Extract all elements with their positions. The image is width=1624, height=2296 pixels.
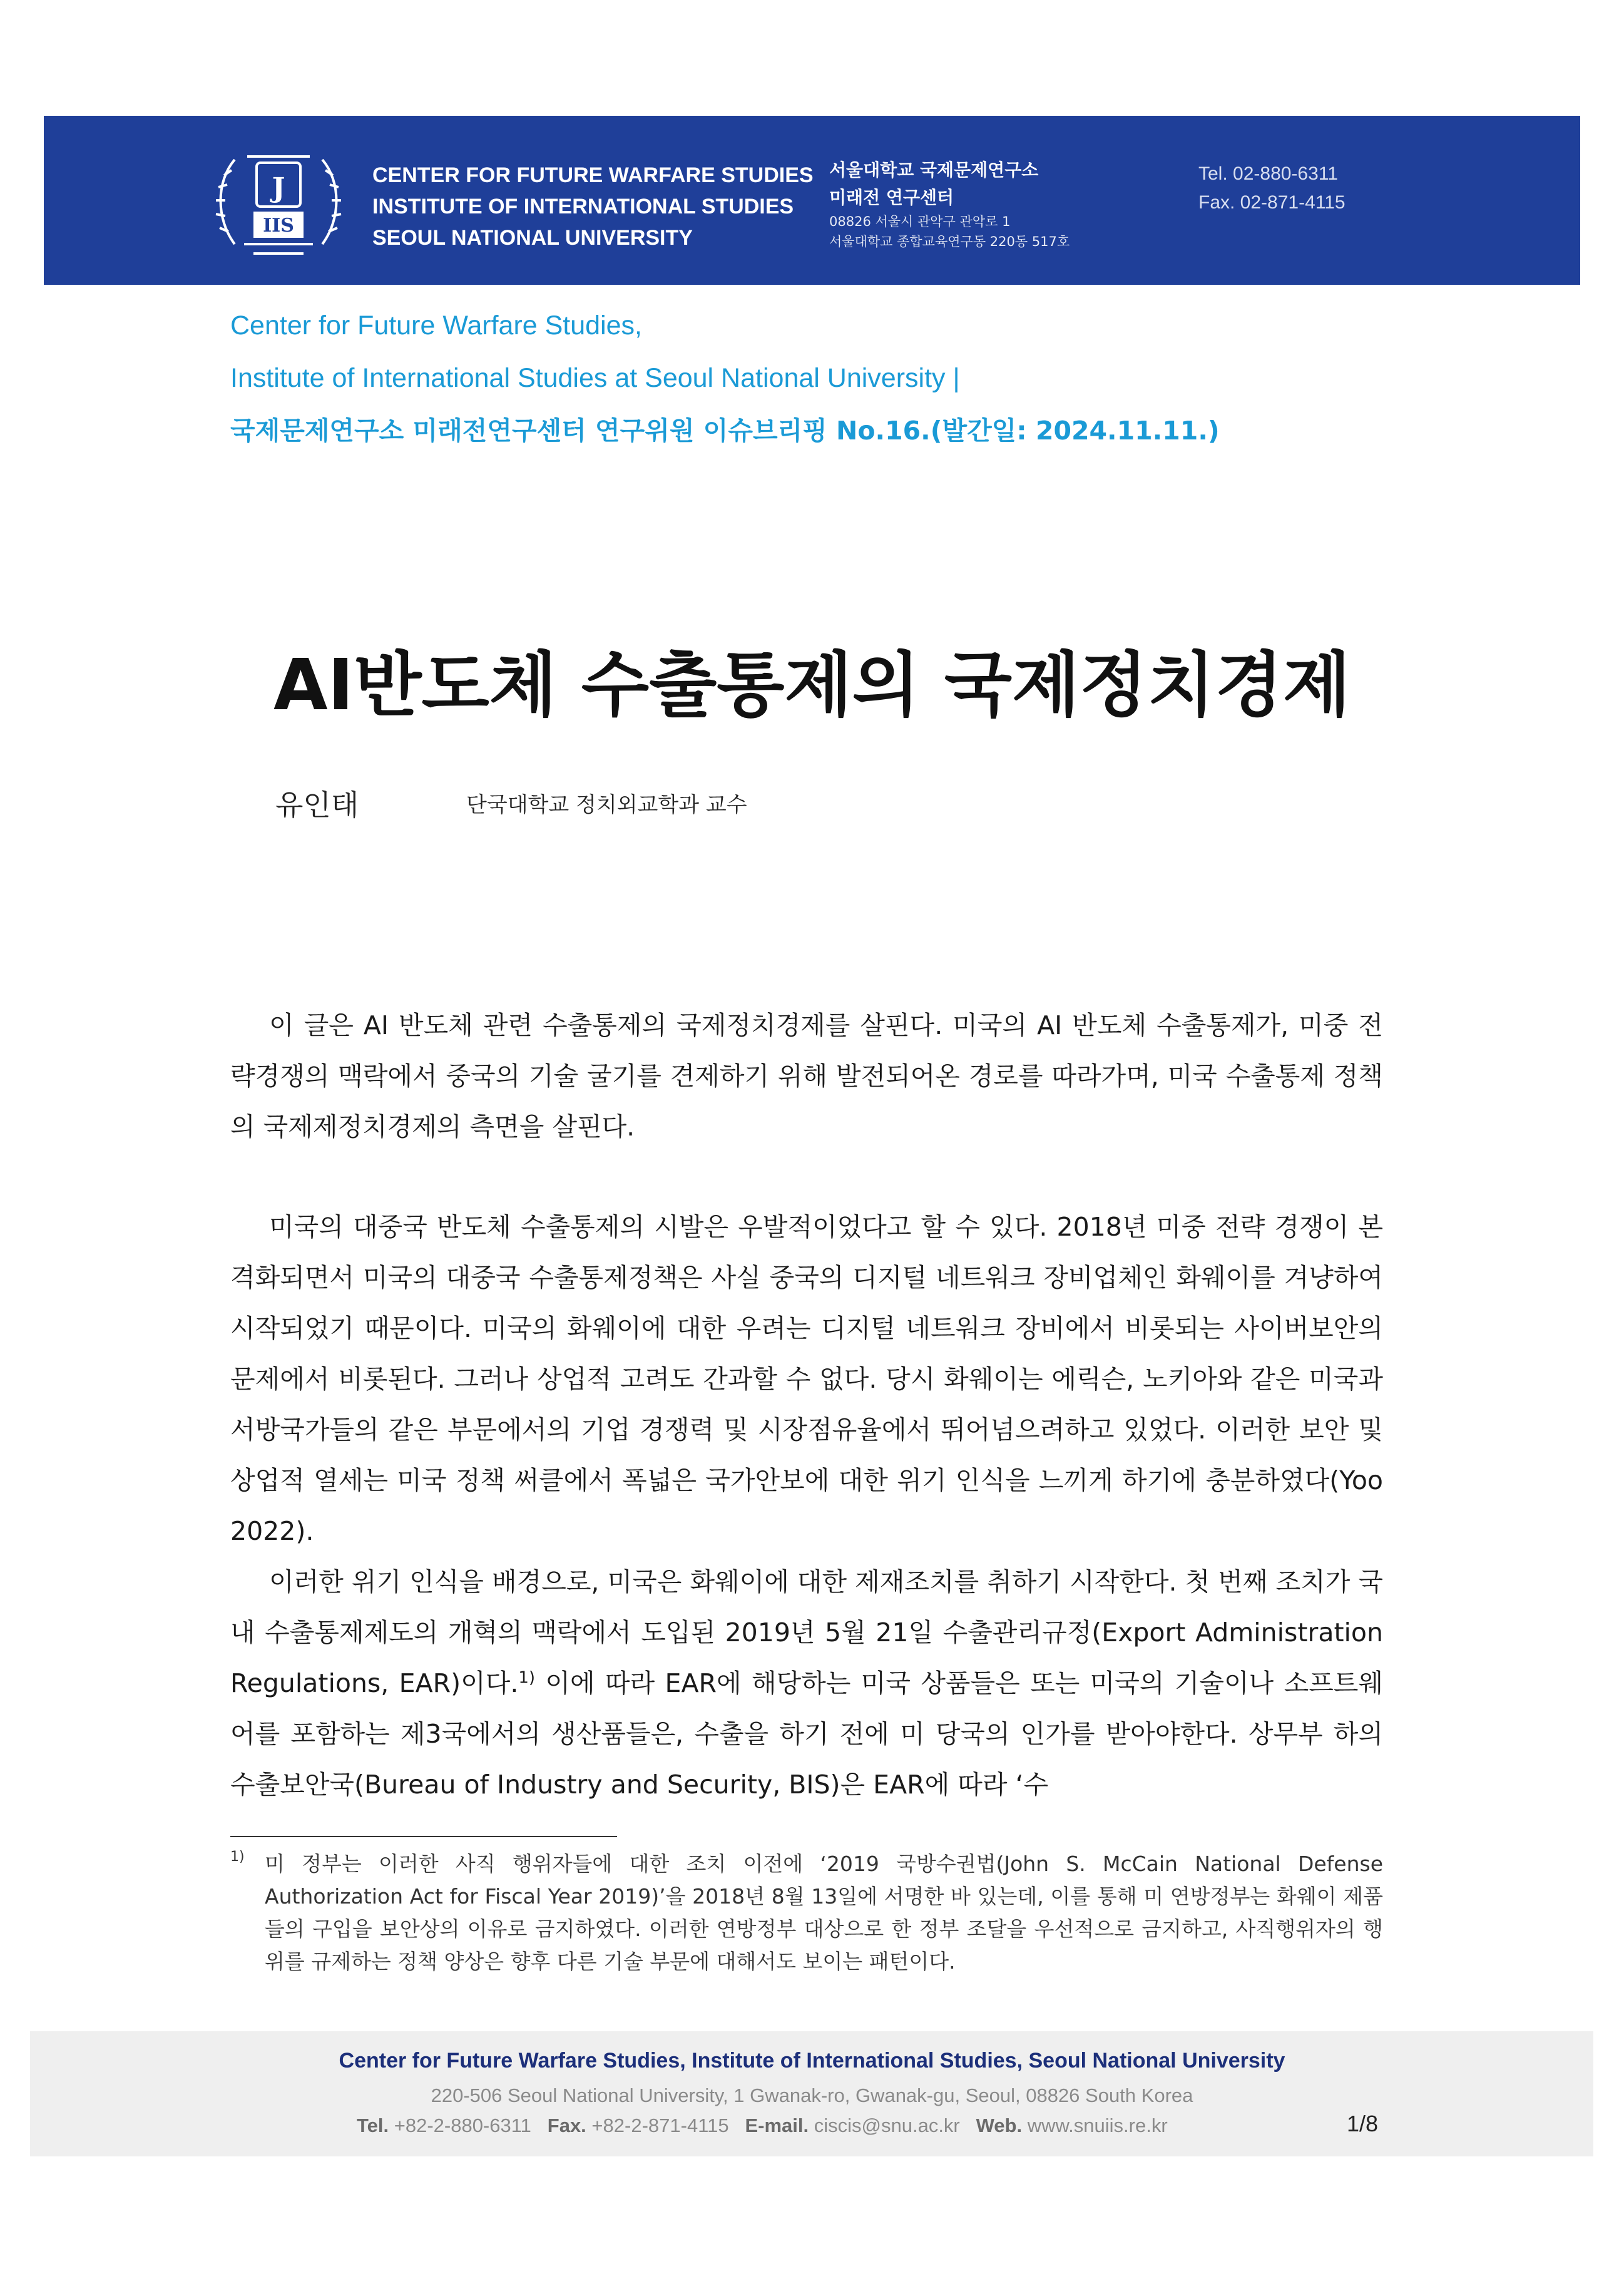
header-en-line: INSTITUTE OF INTERNATIONAL STUDIES xyxy=(372,195,794,218)
header-contact xyxy=(1198,160,1346,217)
header-tel: Tel. 02-880-6311 xyxy=(1198,163,1338,184)
footer-contact xyxy=(357,2114,1168,2137)
body-paragraph-2 xyxy=(230,1557,1383,1810)
footer-tel: +82-2-880-6311 xyxy=(394,2114,531,2136)
footer-web-link[interactable]: www.snuiis.re.kr xyxy=(1027,2114,1168,2136)
footnote xyxy=(230,1848,1383,1978)
footer-tel-label: Tel. xyxy=(357,2114,389,2136)
document-title: AI반도체 수출통제의 국제정치경제 xyxy=(273,645,1351,726)
footnote-mark: 1) xyxy=(230,1849,245,1865)
footer-email-label: E-mail. xyxy=(745,2114,809,2136)
footer-fax: +82-2-871-4115 xyxy=(591,2114,729,2136)
page-number: 1/8 xyxy=(1347,2111,1379,2136)
footnote-divider xyxy=(230,1836,617,1837)
author-name: 유인태 xyxy=(275,788,359,822)
abstract-paragraph: 이 글은 AI 반도체 관련 수출통제의 국제정치경제를 살핀다. 미국의 AI 반도체 수출통제가, 미중 전략경쟁의 맥락에서 중국의 기술 굴기를 견제하기 위해 발전되어온 경로를 따라가며, 미국 수출통제 정책의 국제제정치경제의 측면을 살핀다. xyxy=(230,1010,1383,1142)
footnote-reference[interactable]: 1) xyxy=(518,1668,536,1688)
series-info xyxy=(230,299,1220,457)
series-line1: Center for Future Warfare Studies, xyxy=(230,310,642,341)
series-line3: 국제문제연구소 미래전연구센터 연구위원 이슈브리핑 No.16.(발간일: 2024.11.11.) xyxy=(230,416,1220,446)
header-en-line: SEOUL NATIONAL UNIVERSITY xyxy=(372,226,693,250)
body-paragraph-2-part-b: 이에 따라 EAR에 해당하는 미국 상품들은 또는 미국의 기술이나 소프트웨어를 포함하는 제3국에서의 생산품들은, 수출을 하기 전에 미 당국의 인가를 받아야한다. 상무부 하의 수출보안국(Bureau of Industry and Security, BIS)은 EAR에 따라 ‘수 xyxy=(230,1668,1384,1800)
header-band xyxy=(44,116,1580,285)
main-body xyxy=(230,1202,1383,1810)
author-affiliation: 단국대학교 정치외교학과 교수 xyxy=(466,792,747,817)
svg-text:IIS: IIS xyxy=(263,215,294,237)
header-ko-line2: 미래전 연구센터 xyxy=(829,187,954,208)
footer-fax-label: Fax. xyxy=(547,2114,586,2136)
body-paragraph-1: 미국의 대중국 반도체 수출통제의 시발은 우발적이었다고 할 수 있다. 2018년 미중 전략 경쟁이 본격화되면서 미국의 대중국 수출통제정책은 사실 중국의 디지털 네트워크 장비업체인 화웨이를 겨냥하여 시작되었기 때문이다. 미국의 화웨이에 대한 우려는 디지털 네트워크 장비에서 비롯되는 사이버보안의 문제에서 비롯된다. 그러나 상업적 고려도 간과할 수 없다. 당시 화웨이는 에릭슨, 노키아와 같은 미국과 서방국가들의 같은 부문에서의 기업 경쟁력 및 시장점유율에서 뛰어넘으려하고 있었다. 이러한 보안 및 상업적 열세는 미국 정책 써클에서 폭넓은 국가안보에 대한 위기 인식을 느끼게 하기에 충분하였다(Yoo 2022). xyxy=(230,1212,1383,1546)
footer-organization: Center for Future Warfare Studies, Institute of International Studies, Seoul National University xyxy=(339,2049,1285,2073)
series-line2: Institute of International Studies at Seoul National University | xyxy=(230,363,960,393)
university-emblem-icon xyxy=(210,138,347,263)
header-english-name xyxy=(372,160,814,254)
header-address-line2: 서울대학교 종합교육연구동 220동 517호 xyxy=(829,234,1070,249)
header-ko-line1: 서울대학교 국제문제연구소 xyxy=(829,160,1039,180)
footer-address: 220-506 Seoul National University, 1 Gwanak-ro, Gwanak-gu, Seoul, 08826 South Korea xyxy=(431,2084,1193,2106)
header-korean-name xyxy=(829,156,1070,252)
svg-text:J: J xyxy=(272,172,285,204)
header-en-line: CENTER FOR FUTURE WARFARE STUDIES xyxy=(372,163,814,187)
header-address-line1: 08826 서울시 관악구 관악로 1 xyxy=(829,214,1011,229)
footer-email-link[interactable]: ciscis@snu.ac.kr xyxy=(814,2114,960,2136)
footer-web-label: Web. xyxy=(976,2114,1023,2136)
header-fax: Fax. 02-871-4115 xyxy=(1198,192,1346,213)
abstract xyxy=(230,1000,1383,1152)
body-paragraph-2-part-a: 이러한 위기 인식을 배경으로, 미국은 화웨이에 대한 제재조치를 취하기 시작한다. 첫 번째 조치가 국내 수출통제제도의 개혁의 맥락에서 도입된 2019년 5월 21일 수출관리규정(Export Administration Regulations, EAR)이다. xyxy=(230,1567,1383,1698)
footnote-text: 미 정부는 이러한 사직 행위자들에 대한 조치 이전에 ‘2019 국방수권법(John S. McCain National Defense Authorization Act for Fiscal Year 2019)’을 2018년 8월 13일에 서명한 바 있는데, 이를 통해 미 연방정부는 화웨이 제품들의 구입을 보안상의 이유로 금지하였다. 이러한 연방정부 대상으로 한 정부 조달을 우선적으로 금지하고, 사직행위자의 행위를 규제하는 정책 양상은 향후 다른 기술 부문에 대해서도 보이는 패턴이다. xyxy=(265,1852,1383,1974)
